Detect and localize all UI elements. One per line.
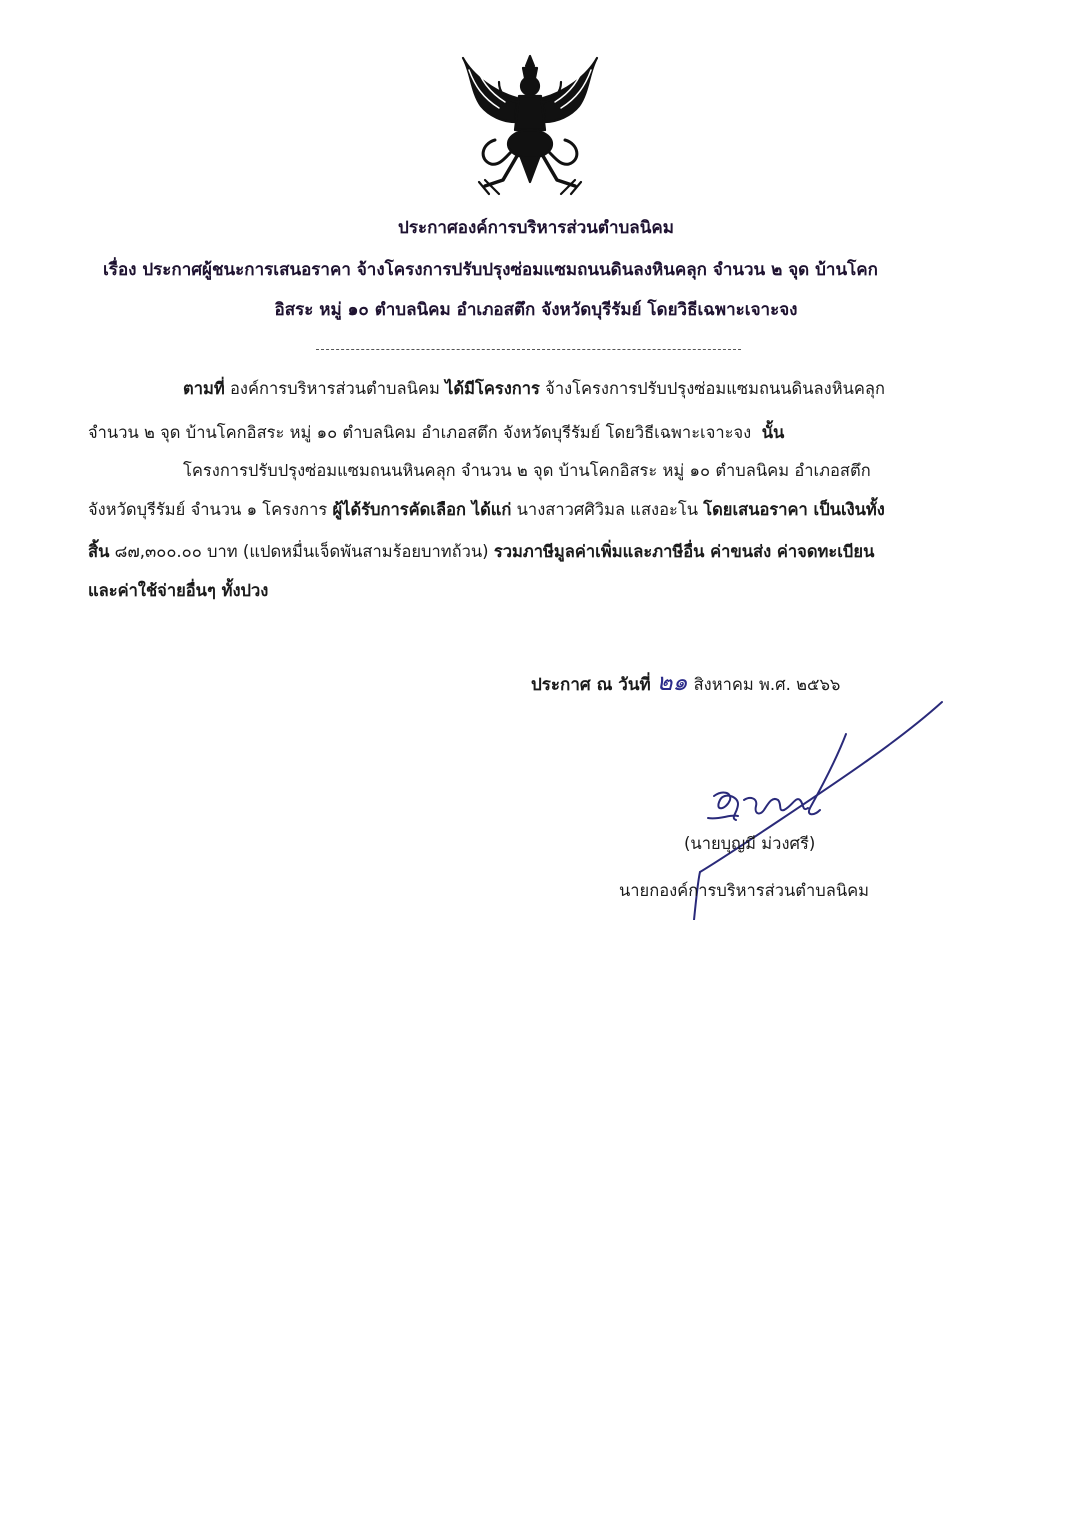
- p1-lead: ตามที่: [183, 379, 225, 398]
- p2-line2-a: จังหวัดบุรีรัมย์ จำนวน ๑ โครงการ: [88, 500, 328, 519]
- signer-title: นายกองค์การบริหารส่วนตำบลนิคม: [619, 881, 870, 900]
- announce-month-year: สิงหาคม พ.ศ. ๒๕๖๖: [693, 675, 841, 694]
- announce-prefix: ประกาศ ณ วันที่: [531, 675, 651, 695]
- p1-rest: จ้างโครงการปรับปรุงซ่อมแซมถนนดินลงหินคลุก: [545, 379, 885, 398]
- body-line-3: โครงการปรับปรุงซ่อมแซมถนนหินคลุก จำนวน ๒ จุด บ้านโคกอิสระ หมู่ ๑๐ ตำบลนิคม อำเภอสตึก: [183, 461, 871, 480]
- subject-text-1: จ้างโครงการปรับปรุงซ่อมแซมถนนดินลงหินคลุก จำนวน ๒ จุด บ้านโคก: [356, 260, 878, 280]
- p2-winner: นางสาวศศิวิมล แสงอะโน: [516, 500, 698, 519]
- subject-line-2: อิสระ หมู่ ๑๐ ตำบลนิคม อำเภอสตึก จังหวัดบุรีรัมย์ โดยวิธีเฉพาะเจาะจง: [274, 300, 798, 320]
- p2-offer: โดยเสนอราคา เป็นเงินทั้ง: [703, 500, 885, 519]
- body-line-2: [88, 420, 784, 446]
- p2-line3-a: สิ้น: [88, 542, 110, 561]
- p1-org: องค์การบริหารส่วนตำบลนิคม: [229, 379, 440, 398]
- p2-selected: ผู้ได้รับการคัดเลือก ได้แก่: [332, 500, 512, 519]
- subject-label: เรื่อง ประกาศผู้ชนะการเสนอราคา: [103, 260, 351, 280]
- p2-line3-b: รวมภาษีมูลค่าเพิ่มและภาษีอื่น ค่าขนส่ง ค่าจดทะเบียน: [493, 542, 875, 561]
- body-line-4: [88, 497, 885, 523]
- announce-day: ๒๑: [656, 668, 688, 696]
- garuda-emblem-icon: [455, 52, 605, 200]
- subject-line-1: [103, 256, 878, 283]
- signer-name: (นายบุญมี ม่วงศรี): [684, 834, 816, 853]
- p1-end: นั้น: [761, 423, 785, 442]
- org-title: ประกาศองค์การบริหารส่วนตำบลนิคม: [398, 218, 674, 238]
- body-line-6: และค่าใช้จ่ายอื่นๆ ทั้งปวง: [88, 581, 269, 600]
- divider-rule: [316, 349, 741, 350]
- p1-has-project: ได้มีโครงการ: [445, 379, 540, 398]
- announcement-date: [531, 662, 840, 701]
- body-line-5: [88, 539, 874, 565]
- p1-line2: จำนวน ๒ จุด บ้านโคกอิสระ หมู่ ๑๐ ตำบลนิคม อำเภอสตึก จังหวัดบุรีรัมย์ โดยวิธีเฉพาะเจาะจง: [88, 423, 752, 442]
- body-line-1: [183, 376, 885, 402]
- p2-amount: ๘๗,๓๐๐.๐๐ บาท (แปดหมื่นเจ็ดพันสามร้อยบาทถ้วน): [114, 542, 489, 561]
